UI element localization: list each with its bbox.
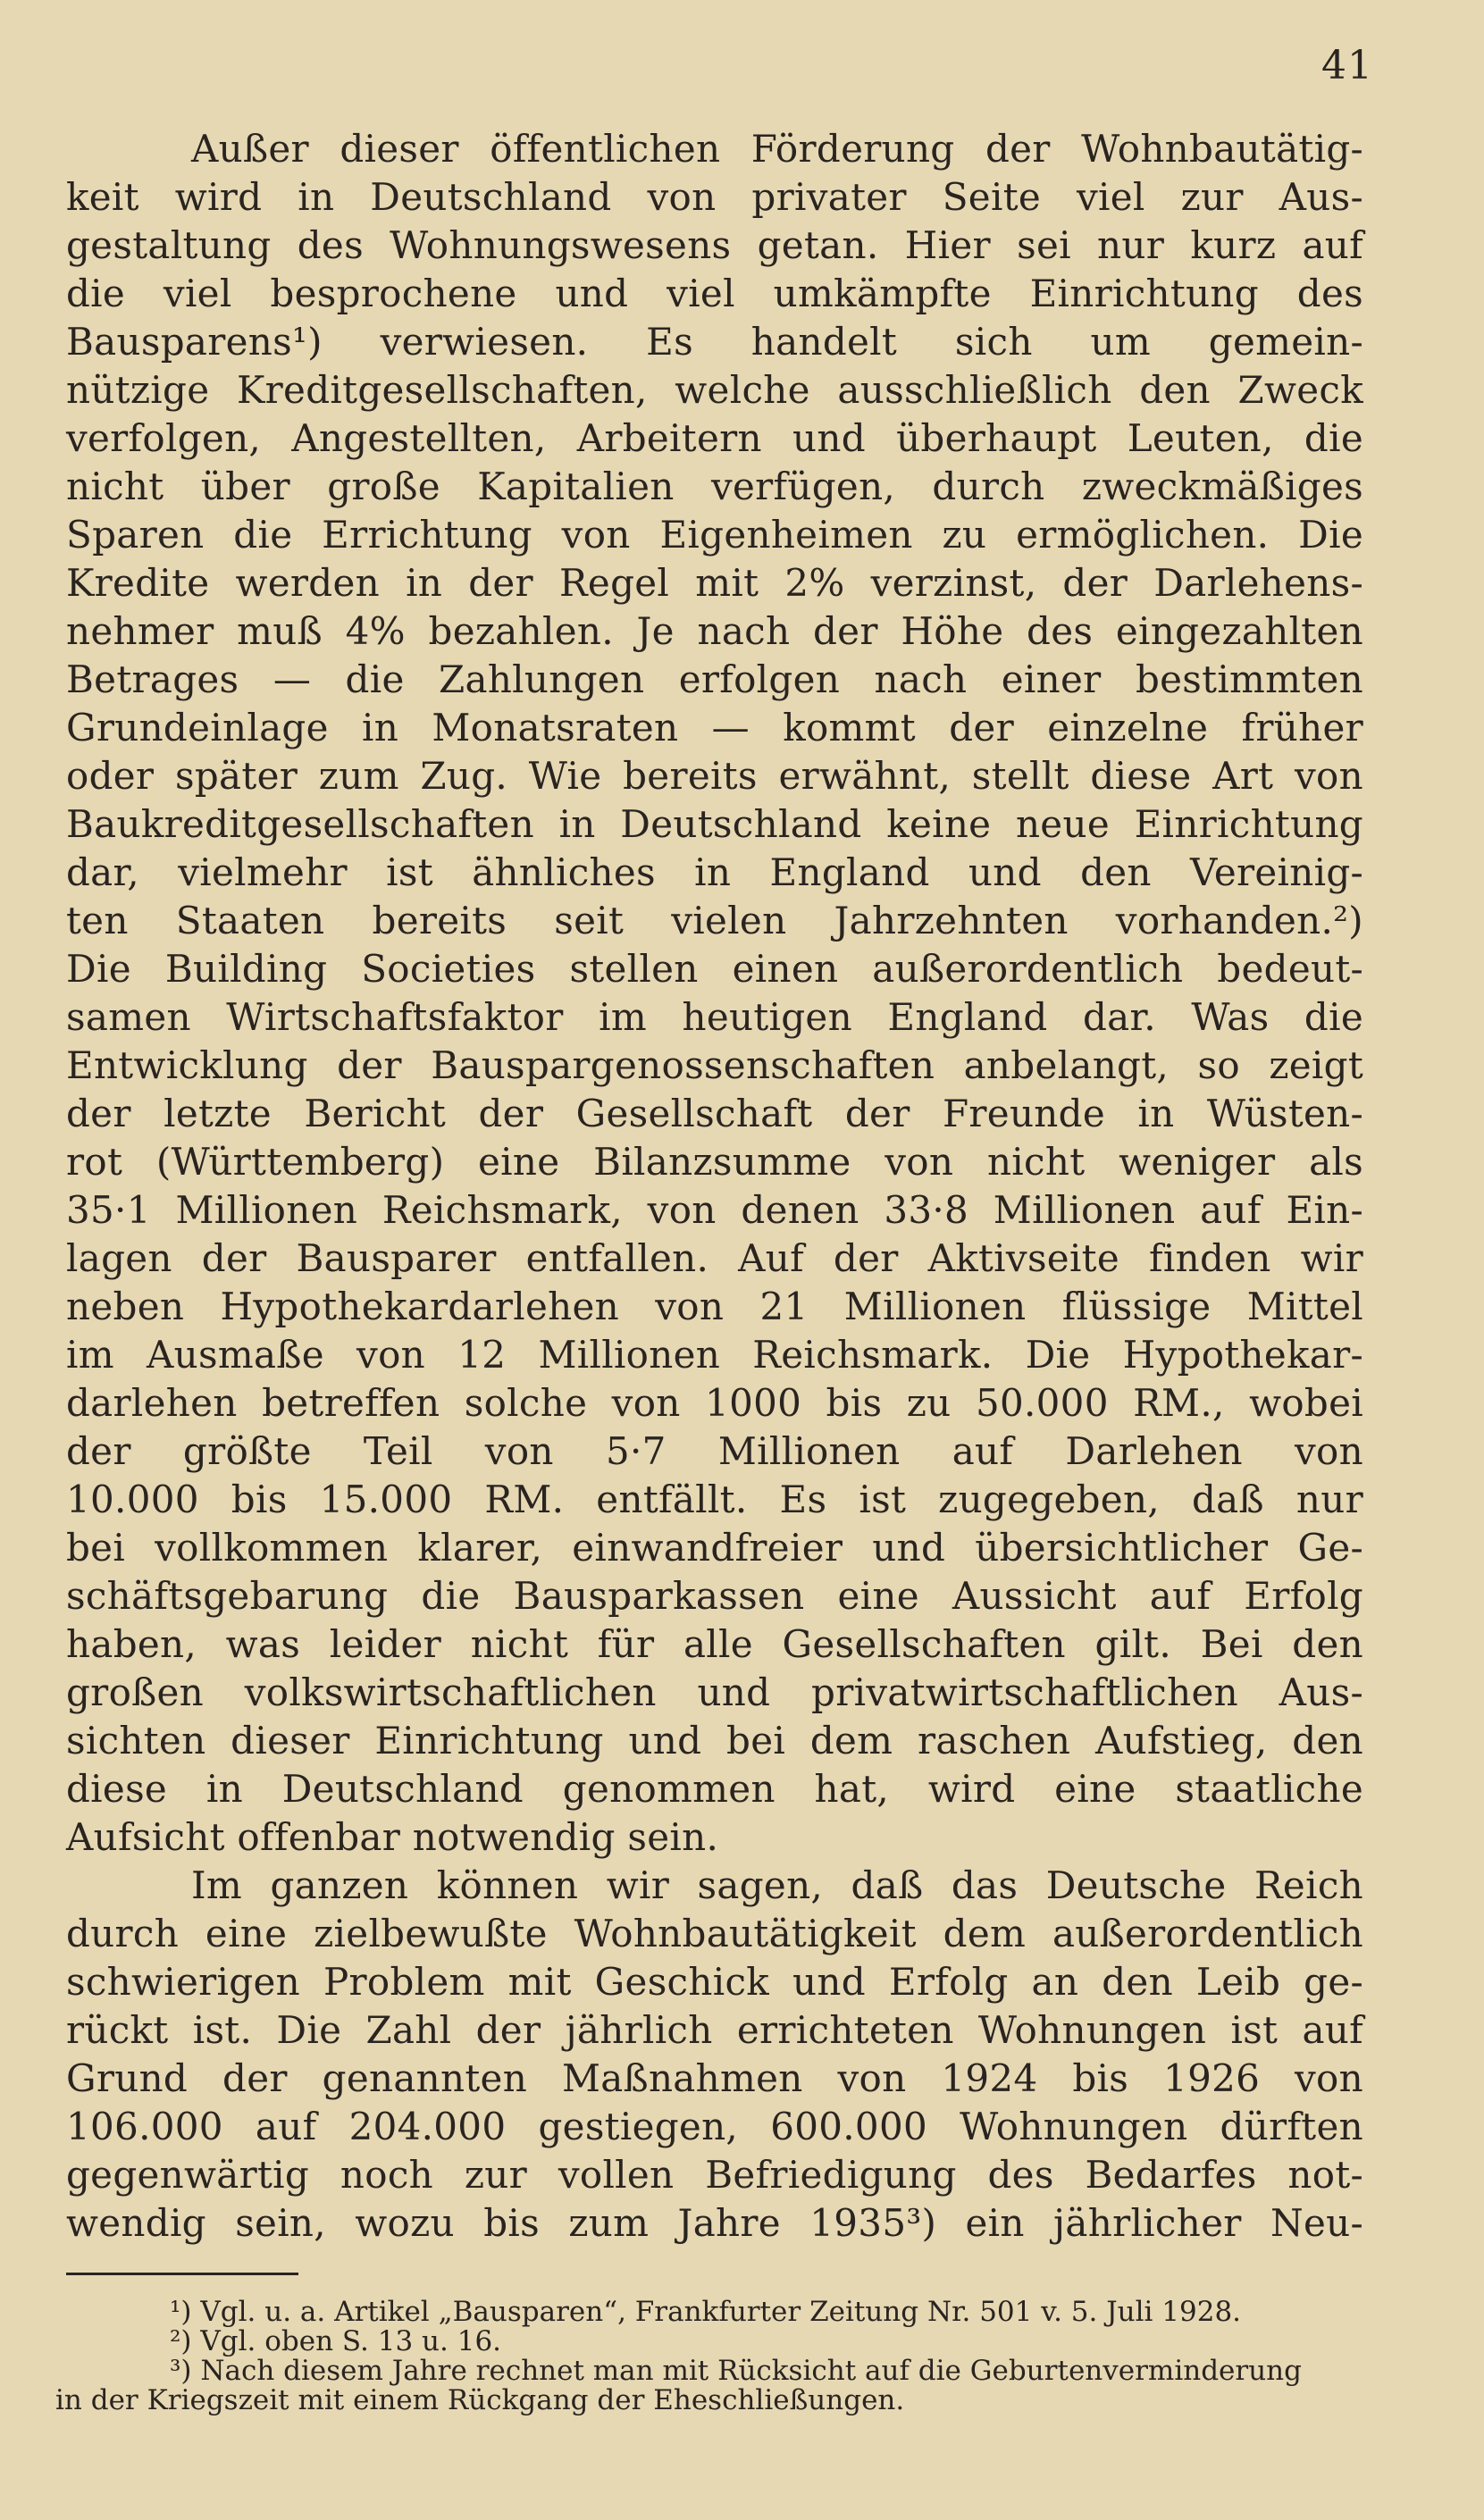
text-line: der größte Teil von 5·7 Millionen auf Darlehen von [66, 1429, 1363, 1473]
text-line: lagen der Bausparer entfallen. Auf der Aktivseite finden wir [66, 1236, 1363, 1280]
text-line: 35·1 Millionen Reichsmark, von denen 33·8 Millionen auf Ein- [66, 1188, 1363, 1232]
text-line: samen Wirtschaftsfaktor im heutigen England dar. Was die [66, 995, 1363, 1039]
text-line: gestaltung des Wohnungswesens getan. Hier sei nur kurz auf [66, 223, 1363, 267]
text-line: Baukreditgesellschaften in Deutschland keine neue Einrichtung [66, 802, 1363, 846]
text-line: nützige Kreditgesellschaften, welche ausschließlich den Zweck [66, 368, 1363, 412]
text-line: neben Hypothekardarlehen von 21 Millionen flüssige Mittel [66, 1285, 1363, 1328]
text-line: 10.000 bis 15.000 RM. entfällt. Es ist zugegeben, daß nur [66, 1478, 1363, 1521]
text-line: Grund der genannten Maßnahmen von 1924 bis 1926 von [66, 2056, 1363, 2100]
text-line: Grundeinlage in Monatsraten — kommt der einzelne früher [66, 706, 1363, 749]
page-number: 41 [1321, 43, 1373, 88]
footnote-3: ³) Nach diesem Jahre rechnet man mit Rücksicht auf die Geburtenverminderung [170, 2355, 1302, 2387]
footnote-divider [66, 2273, 298, 2275]
text-line: dar, vielmehr ist ähnliches in England und den Vereinig- [66, 850, 1363, 894]
text-line: oder später zum Zug. Wie bereits erwähnt, stellt diese Art von [66, 754, 1363, 798]
text-line: schwierigen Problem mit Geschick und Erfolg an den Leib ge- [66, 1960, 1363, 2004]
text-line: ten Staaten bereits seit vielen Jahrzehnten vorhanden.²) [66, 899, 1363, 942]
text-line: 106.000 auf 204.000 gestiegen, 600.000 Wohnungen dürften [66, 2105, 1363, 2148]
body-text [66, 125, 1363, 2248]
text-line: sichten dieser Einrichtung und bei dem raschen Aufstieg, den [66, 1719, 1363, 1762]
text-line: darlehen betreffen solche von 1000 bis zu 50.000 RM., wobei [66, 1381, 1363, 1425]
text-line: der letzte Bericht der Gesellschaft der Freunde in Wüsten- [66, 1092, 1363, 1135]
text-line: verfolgen, Angestellten, Arbeitern und überhaupt Leuten, die [66, 416, 1363, 460]
text-line: haben, was leider nicht für alle Gesellschaften gilt. Bei den [66, 1622, 1363, 1666]
text-line: schäftsgebarung die Bausparkassen eine Aussicht auf Erfolg [66, 1574, 1363, 1618]
text-line: durch eine zielbewußte Wohnbautätigkeit dem außerordentlich [66, 1912, 1363, 1955]
text-line: im Ausmaße von 12 Millionen Reichsmark. Die Hypothekar- [66, 1333, 1363, 1377]
footnote-3-continuation: in der Kriegszeit mit einem Rückgang der Eheschließungen. [55, 2384, 905, 2416]
text-line: nehmer muß 4% bezahlen. Je nach der Höhe des eingezahlten [66, 609, 1363, 653]
text-line: diese in Deutschland genommen hat, wird eine staatliche [66, 1767, 1363, 1811]
text-line: Die Building Societies stellen einen außerordentlich bedeut- [66, 947, 1363, 991]
text-line: gegenwärtig noch zur vollen Befriedigung des Bedarfes not- [66, 2153, 1363, 2197]
text-line: Bausparens¹) verwiesen. Es handelt sich um gemein- [66, 320, 1363, 364]
text-line: Sparen die Errichtung von Eigenheimen zu ermöglichen. Die [66, 513, 1363, 557]
text-line: Betrages — die Zahlungen erfolgen nach einer bestimmten [66, 657, 1363, 701]
text-line: rückt ist. Die Zahl der jährlich errichteten Wohnungen ist auf [66, 2008, 1363, 2052]
text-line: Entwicklung der Bauspargenossenschaften anbelangt, so zeigt [66, 1043, 1363, 1087]
footnotes [55, 2298, 1369, 2415]
text-line: Kredite werden in der Regel mit 2% verzinst, der Darlehens- [66, 561, 1363, 605]
text-line: wendig sein, wozu bis zum Jahre 1935³) ein jährlicher Neu- [66, 2201, 1363, 2245]
text-line: rot (Württemberg) eine Bilanzsumme von nicht weniger als [66, 1140, 1363, 1184]
text-line: nicht über große Kapitalien verfügen, durch zweckmäßiges [66, 465, 1363, 508]
text-line: die viel besprochene und viel umkämpfte Einrichtung des [66, 272, 1363, 315]
text-line: Aufsicht offenbar notwendig sein. [66, 1815, 719, 1859]
text-line: keit wird in Deutschland von privater Seite viel zur Aus- [66, 175, 1363, 219]
footnote-1: ¹) Vgl. u. a. Artikel „Bausparen“, Frankfurter Zeitung Nr. 501 v. 5. Juli 1928. [170, 2296, 1242, 2328]
text-line: Außer dieser öffentlichen Förderung der Wohnbautätig- [191, 127, 1363, 171]
footnote-2: ²) Vgl. oben S. 13 u. 16. [170, 2325, 502, 2357]
text-line: bei vollkommen klarer, einwandfreier und übersichtlicher Ge- [66, 1526, 1363, 1570]
text-line: Im ganzen können wir sagen, daß das Deutsche Reich [191, 1863, 1363, 1907]
text-line: großen volkswirtschaftlichen und privatwirtschaftlichen Aus- [66, 1670, 1363, 1714]
